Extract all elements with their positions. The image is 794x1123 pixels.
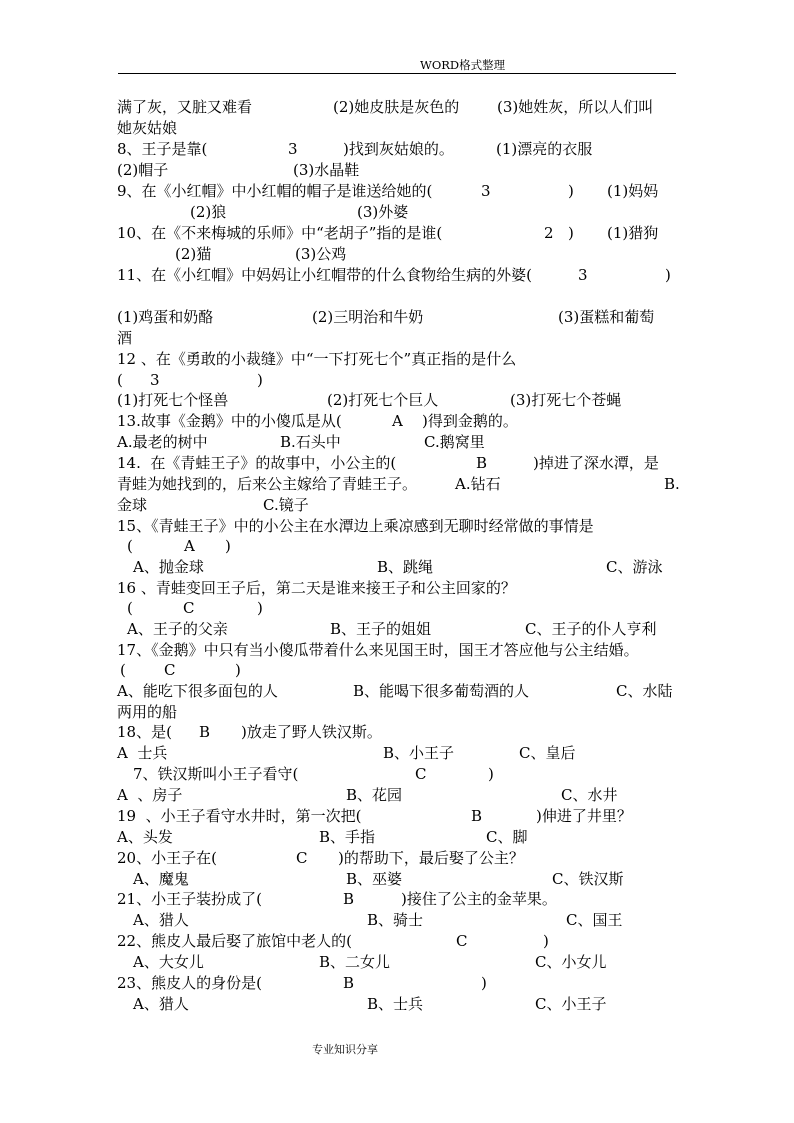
text-run: A、头发 [117, 828, 173, 846]
text-run: A 士兵 [117, 744, 168, 762]
text-run: 19 、小王子看守水井时，第一次把( [117, 807, 362, 825]
text-run: B、士兵 [367, 995, 424, 1013]
text-run: 3 [481, 182, 491, 200]
text-run: A、猎人 [133, 995, 189, 1013]
text-run: C、王子的仆人亨利 [525, 620, 657, 638]
text-run: B [343, 890, 355, 908]
text-run: ) [235, 661, 241, 679]
text-run: A、魔鬼 [133, 870, 189, 888]
text-run: (3)蛋糕和葡萄 [558, 308, 655, 326]
text-run: 8、王子是靠( [117, 140, 208, 158]
text-run: 9、在《小红帽》中小红帽的帽子是谁送给她的( [117, 182, 433, 200]
text-run: A、大女儿 [133, 953, 204, 971]
text-run: C [183, 599, 195, 617]
text-run: (3)水晶鞋 [293, 161, 360, 179]
text-run: (3)公鸡 [295, 245, 347, 263]
text-run: (2)三明治和牛奶 [312, 308, 424, 326]
text-run: B、二女儿 [319, 953, 391, 971]
text-run: B [199, 723, 211, 741]
text-run: (1)漂亮的衣服 [496, 140, 593, 158]
text-run: C、水陆 [616, 682, 673, 700]
text-run: ) [481, 974, 487, 992]
text-run: 12 、在《勇敢的小裁缝》中“一下打死七个”真正指的是什么 [117, 350, 517, 368]
text-run: B、跳绳 [377, 558, 434, 576]
text-run: A、能吃下很多面包的人 [117, 682, 278, 700]
text-run: C、皇后 [519, 744, 576, 762]
text-run: C、游泳 [606, 558, 663, 576]
text-run: 青蛙为她找到的，后来公主嫁给了青蛙王子。 [117, 475, 418, 493]
text-run: 2 [544, 224, 554, 242]
text-run: ( [117, 371, 123, 389]
text-run: C.镜子 [263, 496, 309, 514]
text-run: ) [225, 537, 231, 555]
text-run: A.最老的树中 [117, 433, 208, 451]
text-run: ) [257, 371, 263, 389]
page-header [118, 57, 676, 74]
text-run: )找到灰姑娘的。 [343, 140, 454, 158]
text-run: (1)打死七个怪兽 [117, 391, 229, 409]
text-run: 18、是( [117, 723, 172, 741]
text-run: )接住了公主的金苹果。 [401, 890, 557, 908]
text-run: C、水井 [561, 786, 618, 804]
text-run: B、巫婆 [346, 870, 403, 888]
text-run: ) [257, 599, 263, 617]
text-run: (3)打死七个苍蝇 [510, 391, 622, 409]
text-run: 满了灰，又脏又难看 [117, 98, 253, 116]
header-text: WORD格式整理 [420, 58, 506, 72]
text-run: B、花园 [346, 786, 403, 804]
text-run: 7、铁汉斯叫小王子看守( [133, 765, 299, 783]
text-run: B、小王子 [383, 744, 455, 762]
text-run: C、铁汉斯 [552, 870, 624, 888]
text-run: B、骑士 [367, 911, 424, 929]
text-run: 她灰姑娘 [117, 119, 178, 137]
text-run: C [164, 661, 176, 679]
text-run: ) [568, 224, 574, 242]
text-run: (1)鸡蛋和奶酪 [117, 308, 214, 326]
text-run: (1)猎狗 [607, 224, 659, 242]
text-run: A [392, 412, 403, 430]
text-run: C、脚 [486, 828, 528, 846]
text-run: A、王子的父亲 [127, 620, 228, 638]
text-run: 3 [288, 140, 298, 158]
text-run: B [476, 454, 488, 472]
text-run: ) [665, 266, 671, 284]
text-run: (3)她姓灰，所以人们叫 [497, 98, 654, 116]
text-run: 16 、青蛙变回王子后，第二天是谁来接王子和公主回家的？ [117, 579, 516, 597]
text-run: C、小王子 [535, 995, 607, 1013]
text-run: ( [120, 661, 126, 679]
text-run: (2)她皮肤是灰色的 [333, 98, 460, 116]
text-run: ( [127, 537, 133, 555]
text-run: C [296, 849, 308, 867]
text-run: A 、房子 [117, 786, 183, 804]
text-run: B、手指 [319, 828, 376, 846]
text-run: 22、熊皮人最后娶了旅馆中老人的( [117, 932, 352, 950]
text-run: C [415, 765, 427, 783]
text-run: 17、《金鹅》中只有当小傻瓜带着什么来见国王时，国王才答应他与公主结婚。 [117, 641, 639, 659]
text-run: ( [127, 599, 133, 617]
text-run: ) [488, 765, 494, 783]
text-run: (2)狼 [190, 203, 227, 221]
text-run: 21、小王子装扮成了( [117, 890, 262, 908]
page-footer: 专业知识分享 [312, 1043, 378, 1056]
text-run: 3 [578, 266, 588, 284]
text-run: 15、《青蛙王子》中的小公主在水潭边上乘凉感到无聊时经常做的事情是 [117, 517, 594, 535]
text-run: 3 [150, 371, 160, 389]
text-run: ) [568, 182, 574, 200]
text-run: )伸进了井里？ [536, 807, 632, 825]
text-run: B [471, 807, 483, 825]
text-run: C、小女儿 [535, 953, 607, 971]
text-run: B、能喝下很多葡萄酒的人 [353, 682, 530, 700]
text-run: 23、熊皮人的身份是( [117, 974, 262, 992]
text-run: B、王子的姐姐 [330, 620, 432, 638]
text-run: C [456, 932, 468, 950]
text-run: 14. 在《青蛙王子》的故事中，小公主的( [117, 454, 397, 472]
text-run: 两用的船 [117, 703, 178, 721]
text-run: (2)打死七个巨人 [327, 391, 439, 409]
text-run: (2)猫 [175, 245, 212, 263]
text-run: A、猎人 [133, 911, 189, 929]
text-run: )的帮助下，最后娶了公主？ [338, 849, 524, 867]
text-run: 10、在《不来梅城的乐师》中“老胡子”指的是谁( [117, 224, 443, 242]
text-run: (1)妈妈 [607, 182, 659, 200]
text-run: ) [543, 932, 549, 950]
text-run: A、抛金球 [133, 558, 204, 576]
text-run: 金球 [117, 496, 148, 514]
text-run: B.石头中 [280, 433, 341, 451]
text-run: B. [664, 475, 680, 493]
text-run: B [343, 974, 355, 992]
text-run: A [184, 537, 195, 555]
text-run: )得到金鹅的。 [422, 412, 518, 430]
text-run: )掉进了深水潭，是 [533, 454, 659, 472]
text-run: 20、小王子在( [117, 849, 217, 867]
text-run: (2)帽子 [117, 161, 169, 179]
text-run: A.钻石 [455, 475, 501, 493]
text-run: 13.故事《金鹅》中的小傻瓜是从( [117, 412, 342, 430]
text-run: (3)外婆 [357, 203, 409, 221]
text-run: 酒 [117, 329, 133, 347]
text-run: 11、在《小红帽》中妈妈让小红帽带的什么食物给生病的外婆( [117, 266, 532, 284]
text-run: C.鹅窝里 [424, 433, 485, 451]
text-run: C、国王 [566, 911, 623, 929]
text-run: )放走了野人铁汉斯。 [241, 723, 382, 741]
